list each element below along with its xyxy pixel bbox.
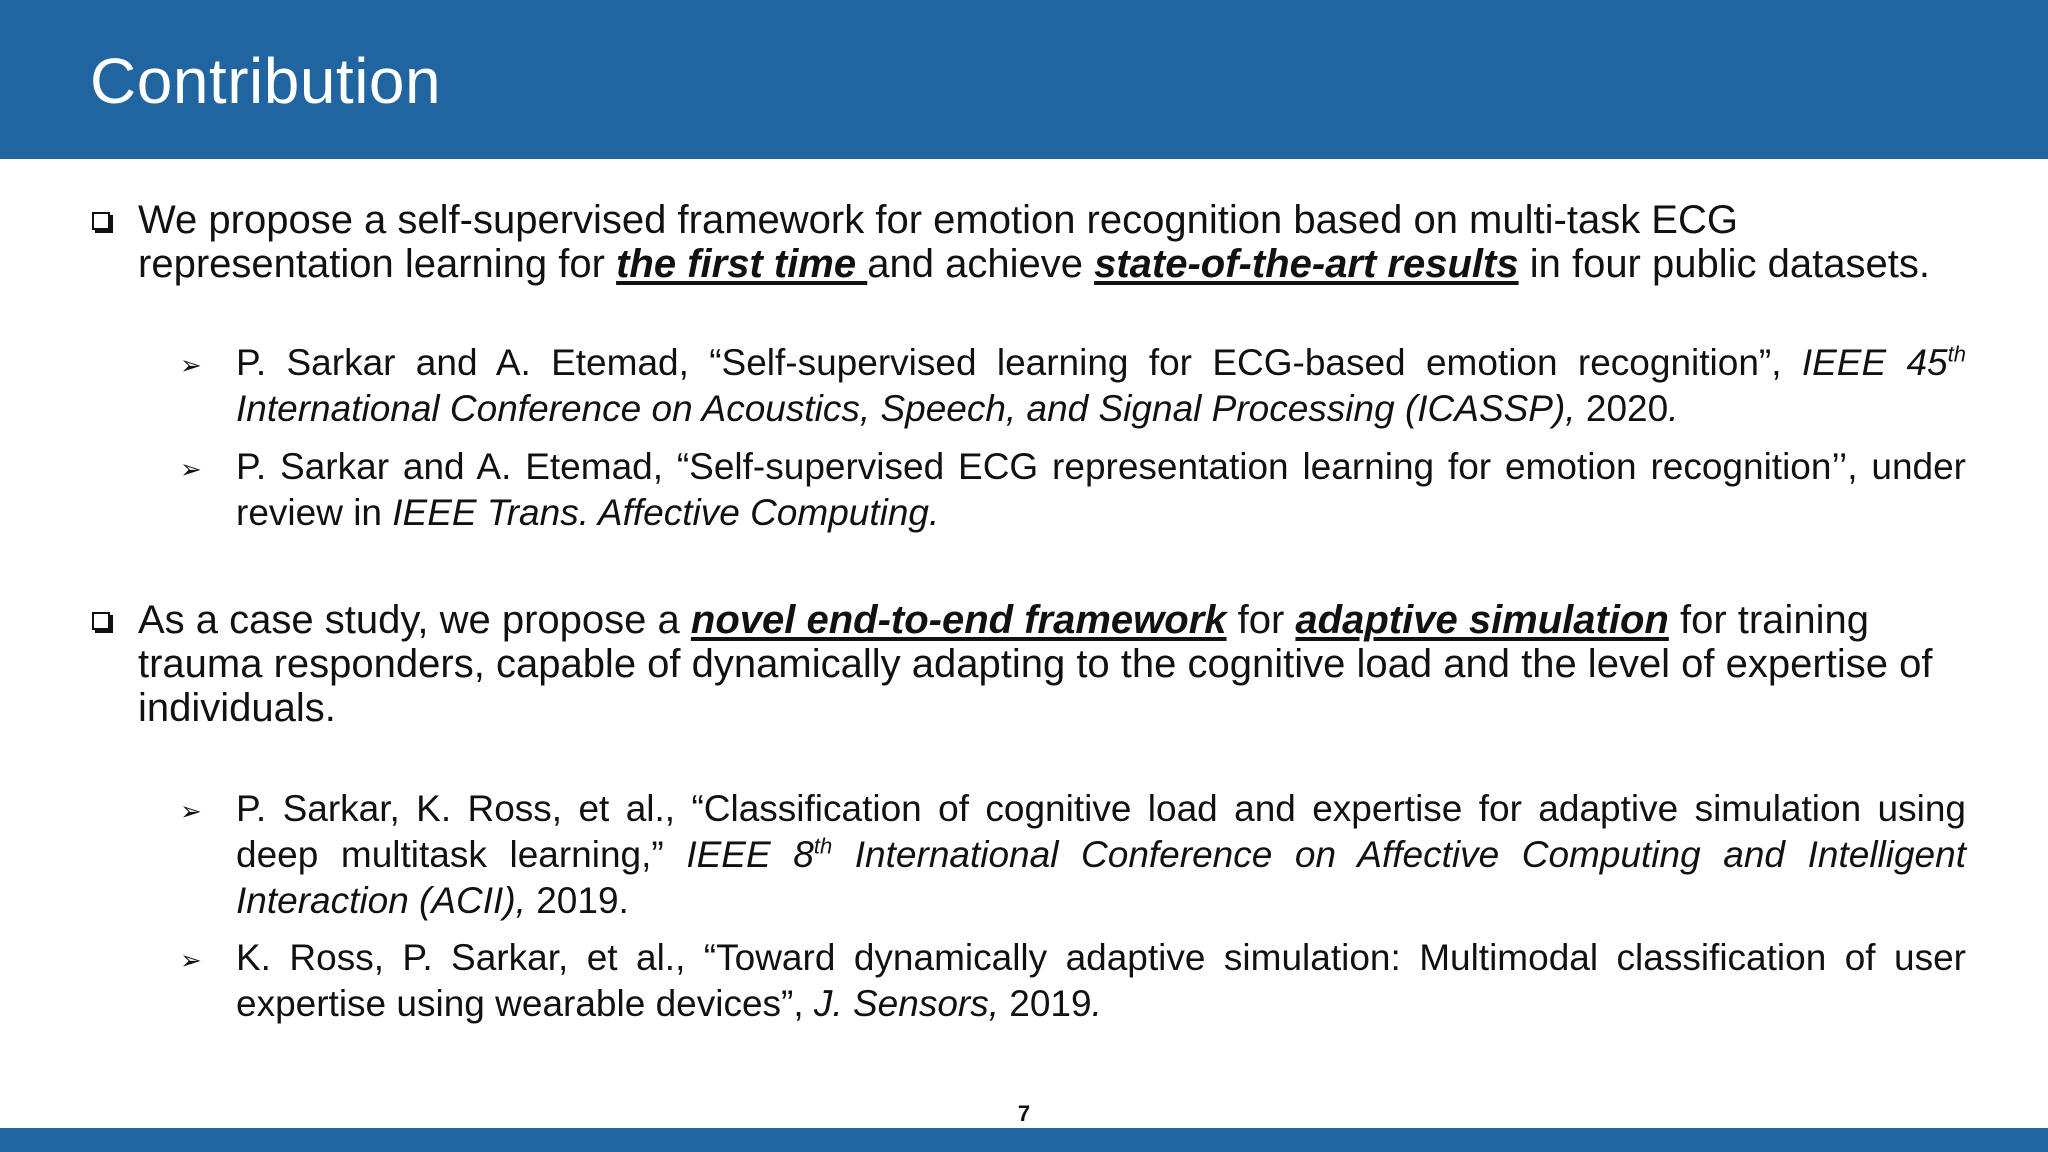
emphasis-adaptive-simulation: adaptive simulation: [1295, 598, 1669, 642]
reference-2-1: P. Sarkar, K. Ross, et al., “Classification of cognitive load and expertise for adaptive simulation using deep multitask learning,” IEEE 8th International Conference on Affective Computing and Intelligent Interaction (ACII), 2019.: [236, 788, 1966, 921]
reference-1-2: P. Sarkar and A. Etemad, “Self-supervised ECG representation learning for emotion recognition’’, under review in IEEE Trans. Affective Computing.: [236, 446, 1966, 533]
emphasis-first-time: the first time: [616, 242, 868, 286]
hollow-square-bullet-icon: [92, 212, 110, 230]
title-bar: [0, 0, 2048, 159]
arrowhead-bullet-icon: ➢: [180, 945, 202, 975]
emphasis-state-of-the-art: state-of-the-art results: [1094, 242, 1519, 286]
arrowhead-bullet-icon: ➢: [180, 350, 202, 380]
emphasis-novel-framework: novel end-to-end framework: [690, 598, 1227, 642]
footer-bar: [0, 1128, 2048, 1152]
hollow-square-bullet-icon: [92, 612, 110, 630]
main-bullet-1: We propose a self-supervised framework for emotion recognition based on multi-task ECG representation learning for the first time and achieve state-of-the-art results in four public datasets.: [138, 198, 1930, 286]
reference-2-2: K. Ross, P. Sarkar, et al., “Toward dynamically adaptive simulation: Multimodal classification of user expertise using wearable devices”, J. Sensors, 2019.: [236, 937, 1966, 1024]
slide-title: Contribution: [90, 45, 442, 117]
main-bullet-2: As a case study, we propose a novel end-to-end framework for adaptive simulation for training trauma responders, capable of dynamically adapting to the cognitive load and the level of expertise of individuals.: [138, 598, 1933, 730]
page-number: 7: [1017, 1101, 1031, 1126]
reference-1-1: P. Sarkar and A. Etemad, “Self-supervised learning for ECG-based emotion recognition”, IEEE 45th International Conference on Acoustics, Speech, and Signal Processing (ICASSP), 2020.: [236, 341, 1966, 429]
arrowhead-bullet-icon: ➢: [180, 454, 202, 484]
arrowhead-bullet-icon: ➢: [180, 796, 202, 826]
